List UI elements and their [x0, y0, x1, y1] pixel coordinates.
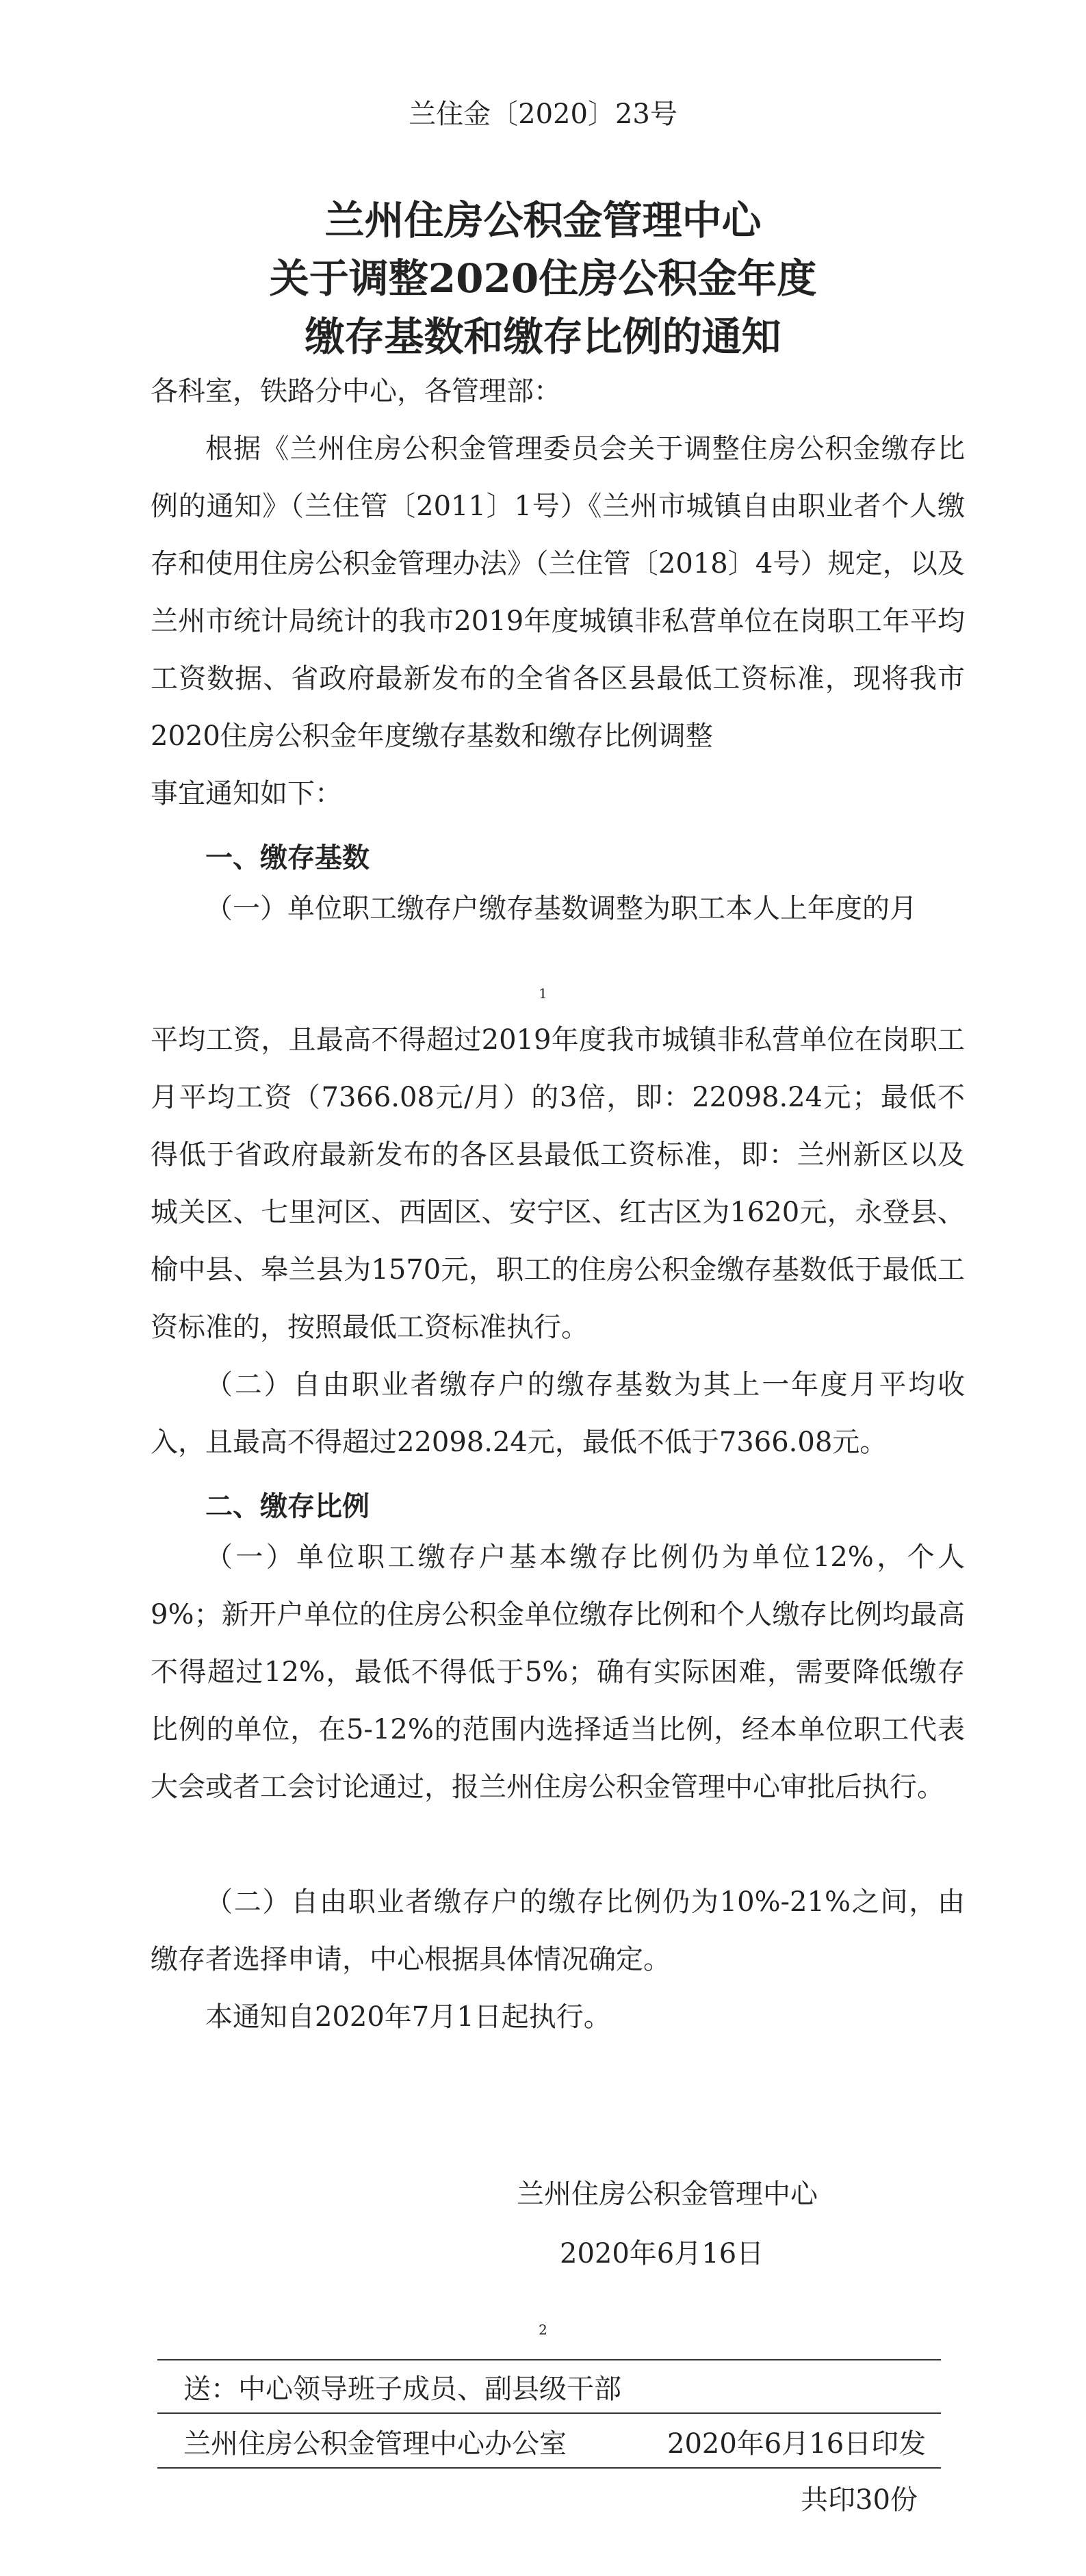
document-number: 兰住金〔2020〕23号: [409, 99, 677, 130]
footer-issuer: 兰州住房公积金管理中心办公室: [183, 2428, 567, 2460]
intro-paragraph: 根据《兰州住房公积金管理委员会关于调整住房公积金缴存比例的通知》（兰住管〔2011〕1号）《兰州市城镇自由职业者个人缴存和使用住房公积金管理办法》（兰住管〔2018〕4号）规定，以及兰州市统计局统计的我市2019年度城镇非私营单位在岗职工年平均工资数据、省政府最新发布的全省各区县最低工资标准，现将我市2020住房公积金年度缴存基数和缴存比例调整: [151, 433, 965, 752]
section-heading-base: 一、缴存基数: [205, 842, 370, 874]
effective-date-note: 本通知自2020年7月1日起执行。: [205, 2001, 611, 2033]
ratio-item-1: （一）单位职工缴存户基本缴存比例仍为单位12%，个人9%；新开户单位的住房公积金单位缴存比例和个人缴存比例均最高不得超过12%，最低不得低于5%；确有实际困难，需要降低缴存比例的单位，在5-12%的范围内选择适当比例，经本单位职工代表大会或者工会讨论通过，报兰州住房公积金管理中心审批后执行。: [151, 1541, 965, 1803]
intro-paragraph-end: 事宜通知如下：: [151, 778, 342, 809]
page-number-1: 1: [539, 985, 547, 1002]
title-line-1: 兰州住房公积金管理中心: [324, 197, 762, 244]
footer-print-date: 2020年6月16日印发: [667, 2428, 927, 2460]
signature-date: 2020年6月16日: [560, 2238, 764, 2269]
footer-rule-middle: [157, 2412, 941, 2414]
ratio-item-2: （二）自由职业者缴存户的缴存比例仍为10%-21%之间，由缴存者选择申请，中心根据具体情况确定。: [151, 1886, 965, 1975]
signature-org: 兰州住房公积金管理中心: [517, 2178, 818, 2210]
footer-cc-list: 送：中心领导班子成员、副县级干部: [183, 2373, 621, 2405]
base-item-1-cont: 平均工资，且最高不得超过2019年度我市城镇非私营单位在岗职工月平均工资（7366.08元/月）的3倍，即：22098.24元；最低不得低于省政府最新发布的各区县最低工资标准，即：兰州新区以及城关区、七里河区、西固区、安宁区、红古区为1620元，永登县、榆中县、皋兰县为1570元，职工的住房公积金缴存基数低于最低工资标准的，按照最低工资标准执行。: [151, 1024, 965, 1343]
footer-copies: 共印30份: [801, 2484, 918, 2516]
footer-rule-bottom: [157, 2467, 941, 2469]
title-line-2: 关于调整2020住房公积金年度: [269, 255, 817, 302]
recipients: 各科室，铁路分中心，各管理部：: [151, 376, 561, 407]
section-heading-ratio: 二、缴存比例: [205, 1490, 370, 1522]
base-item-2: （二）自由职业者缴存户的缴存基数为其上一年度月平均收入，且最高不得超过22098.24元，最低不低于7366.08元。: [151, 1369, 965, 1458]
page-number-2: 2: [539, 2321, 547, 2338]
base-item-1-start: （一）单位职工缴存户缴存基数调整为职工本人上年度的月: [205, 893, 917, 924]
footer-rule-top: [157, 2359, 941, 2360]
title-line-3: 缴存基数和缴存比例的通知: [305, 313, 781, 360]
